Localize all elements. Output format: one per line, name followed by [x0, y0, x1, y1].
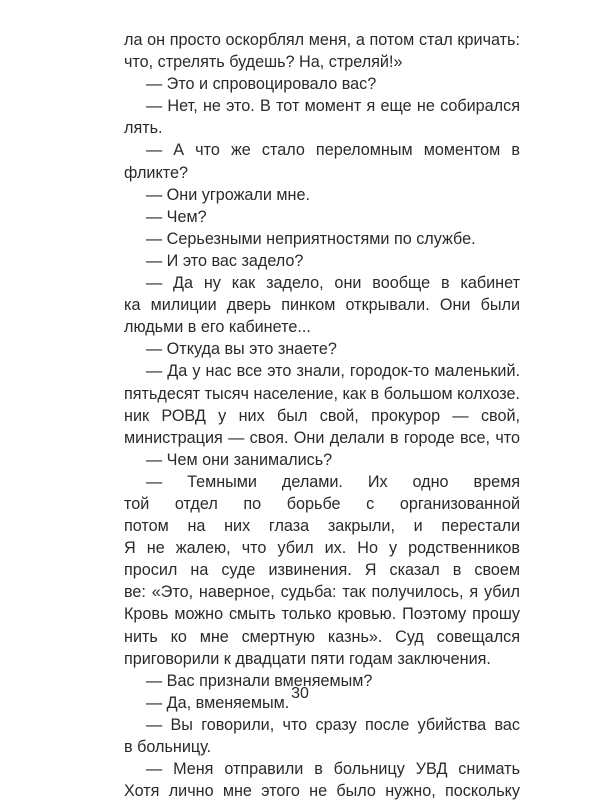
- text-line: лять.: [124, 119, 163, 138]
- text-line: — Нет, не это. В тот момент я еще не собирался: [146, 97, 520, 116]
- text-line: — И это вас задело?: [146, 251, 304, 270]
- text-line: — Вы говорили, что сразу после убийства вас: [146, 715, 520, 734]
- text-line: людьми в его кабинете...: [124, 318, 311, 337]
- text-line: — Чем?: [146, 207, 207, 226]
- text-line: — Серьезными неприятностями по службе.: [146, 229, 476, 248]
- text-line: ник РОВД у них был свой, прокурор — свой,: [124, 406, 520, 425]
- text-line: потом на них глаза закрыли, и перестали: [124, 517, 520, 536]
- text-line: министрация — своя. Они делали в городе все, что: [124, 428, 520, 447]
- text-line: — Откуда вы это знаете?: [146, 340, 337, 359]
- text-line: приговорили к двадцати пяти годам заключения.: [124, 649, 491, 668]
- text-line: просил на суде извинения. Я сказал в своем: [124, 561, 520, 580]
- text-line: фликте?: [124, 163, 188, 182]
- text-line: Хотя лично мне этого не было нужно, поскольку: [124, 782, 520, 801]
- text-line: ка милиции дверь пинком открывали. Они были: [124, 296, 520, 315]
- text-line: — Да, вменяемым.: [146, 693, 290, 712]
- text-line: Кровь можно смыть только кровью. Поэтому прошу: [124, 605, 520, 624]
- text-line: что, стрелять будешь? На, стреляй!»: [124, 53, 403, 72]
- text-line: ве: «Это, наверное, судьба: так получилось, я убил: [124, 583, 520, 602]
- page-number: 30: [291, 685, 309, 702]
- text-line: — Чем они занимались?: [146, 450, 333, 469]
- text-line: — Вас признали вменяемым?: [146, 671, 373, 690]
- text-line: — Это и спровоцировало вас?: [146, 75, 377, 94]
- text-line: — Они угрожали мне.: [146, 185, 310, 204]
- text-line: — Темными делами. Их одно время: [146, 472, 520, 491]
- text-line: ла он просто оскорблял меня, а потом стал кричать:: [124, 31, 520, 49]
- text-line: — Да у нас все это знали, городок-то маленький.: [146, 362, 520, 381]
- text-line: нить ко мне смертную казнь». Суд совещался: [124, 627, 520, 646]
- text-line: Я не жалею, что убил их. Но у родственников: [124, 539, 520, 558]
- text-line: — Да ну как задело, они вообще в кабинет: [146, 274, 520, 293]
- text-line: пятьдесят тысяч население, как в большом колхозе.: [124, 384, 520, 403]
- text-line: — Меня отправили в больницу УВД снимать: [146, 760, 520, 779]
- text-line: — А что же стало переломным моментом в: [146, 141, 520, 160]
- text-line: той отдел по борьбе с организованной: [124, 494, 520, 513]
- text-line: в больницу.: [124, 738, 212, 756]
